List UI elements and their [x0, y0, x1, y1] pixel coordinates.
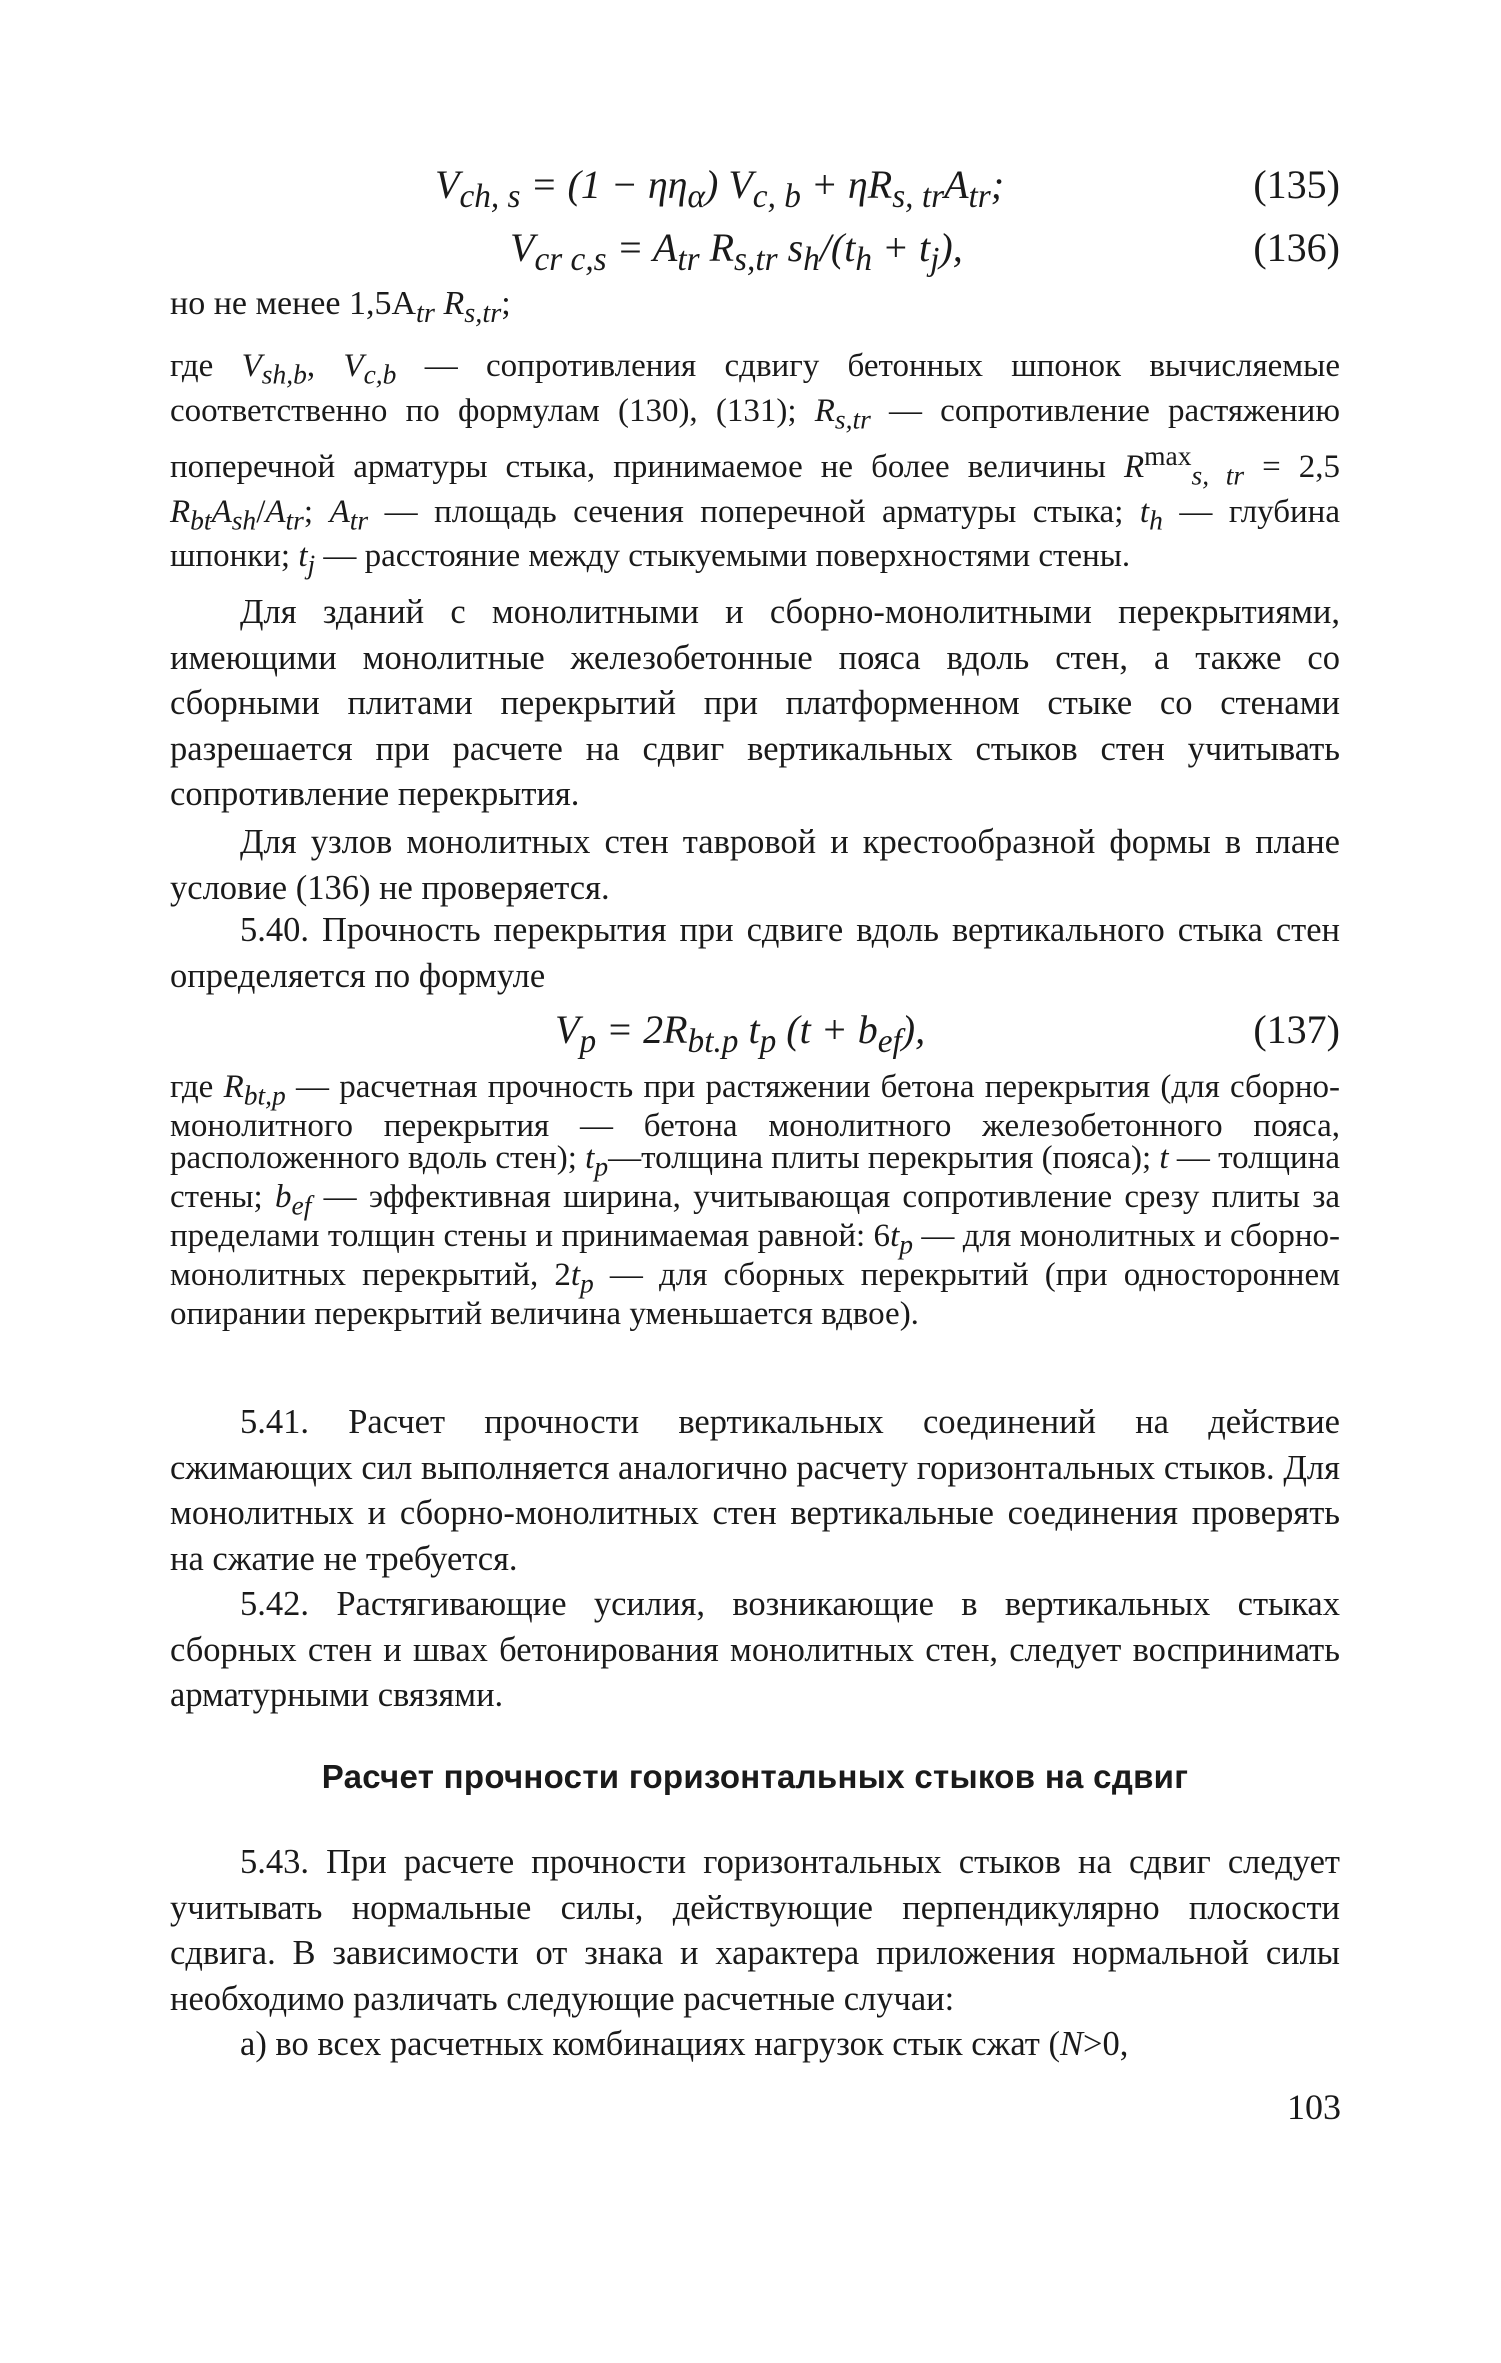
formula-135	[170, 155, 1340, 215]
formula-expression: $V_p = 2R_{bt.p}$ $t_p$ $(t + b_{ef})$,	[555, 1007, 926, 1060]
paragraph-5-41: 5.41. Расчет прочности вертикальных соединений на действие сжимающих сил выполняется аналогично расчету горизонтальных стыков. Для монолитных и сборно-монолитных стен вертикальные соединения проверять на сжатие не требуется.	[170, 1403, 1340, 1578]
paragraph-case-a: а) во всех расчетных комбинациях нагрузок стык сжат (N>0,	[240, 2025, 1129, 2063]
paragraph-5-42: 5.42. Растягивающие усилия, возникающие в вертикальных стыках сборных стен и швах бетонирования монолитных стен, следует воспринимать арматурными связями.	[170, 1585, 1340, 1714]
paragraph-5-40: 5.40. Прочность перекрытия при сдвиге вдоль вертикального стыка стен определяется по формуле	[170, 911, 1340, 995]
paragraph-nodes: Для узлов монолитных стен тавровой и крестообразной формы в плане условие (136) не проверяется.	[170, 823, 1340, 907]
where-paragraph-2: где $R_{bt,p}$ — расчетная прочность при растяжении бетона перекрытия (для сборно-монолитного перекрытия — бетона монолитного железобетонного пояса, расположенного вдоль стен); $t_p—толщина$ плиты перекрытия (пояса); t — толщина стены; $b_{ef}$ — эффективная ширина, учитывающая сопротивление срезу плиты за пределами толщин стены и принимаемая равной: $6t_p$ — для монолитных и сборно-монолитных перекрытий, $2t_p$ — для сборных перекрытий (при одностороннем опирании перекрытий величина уменьшается вдвое).	[170, 1069, 1341, 1332]
condition-line: но не менее $1,5A_{tr}$ $R_{s,tr}$;	[170, 285, 511, 329]
formula-expression: $V_{ch, s} = (1 - \eta\eta_\alpha) V_{c, b} + \eta R_{s, tr}A_{tr}$;	[435, 162, 1005, 215]
paragraph-buildings: Для зданий с монолитными и сборно-монолитными перекрытиями, имеющими монолитные железобетонные пояса вдоль стен, а также со сборными плитами перекрытий при платформенном стыке со стенами разрешается при расчете на сдвиг вертикальных стыков стен учитывать сопротивление перекрытия.	[170, 593, 1340, 813]
formula-137	[170, 1000, 1340, 1060]
paragraph-5-43: 5.43. При расчете прочности горизонтальных стыков на сдвиг следует учитывать нормальные силы, действующие перпендикулярно плоскости сдвига. В зависимости от знака и характера приложения нормальной силы необходимо различать следующие расчетные случаи:	[170, 1843, 1340, 2018]
equation-number: (136)	[1253, 225, 1340, 270]
page-number: 103	[1287, 2087, 1341, 2127]
equation-number: (135)	[1253, 162, 1340, 207]
formula-136	[170, 218, 1340, 278]
equation-number: (137)	[1253, 1007, 1340, 1052]
formula-expression: $V_{cr c,s} = A_{tr}$ $R_{s,tr}$ $s_h/(t_h + t_j)$,	[510, 225, 963, 278]
section-heading: Расчет прочности горизонтальных стыков на сдвиг	[321, 1758, 1189, 1795]
where-paragraph-1: где $V_{sh,b}$, $V_{c,b}$ — сопротивления сдвигу бетонных шпонок вычисляемые соответственно по формулам (130), (131); $R_{s,tr}$ — сопротивление растяжению поперечной арматуры стыка, принимаемое не более величины $R^{max}_{s, tr} = 2,5$ $R_{bt}A_{sh}/A_{tr}$; $A_{tr}$ — площадь сечения поперечной арматуры стыка; $t_h$ — глубина шпонки; $t_j$ — расстояние между стыкуемыми поверхностями стены.	[170, 348, 1340, 580]
